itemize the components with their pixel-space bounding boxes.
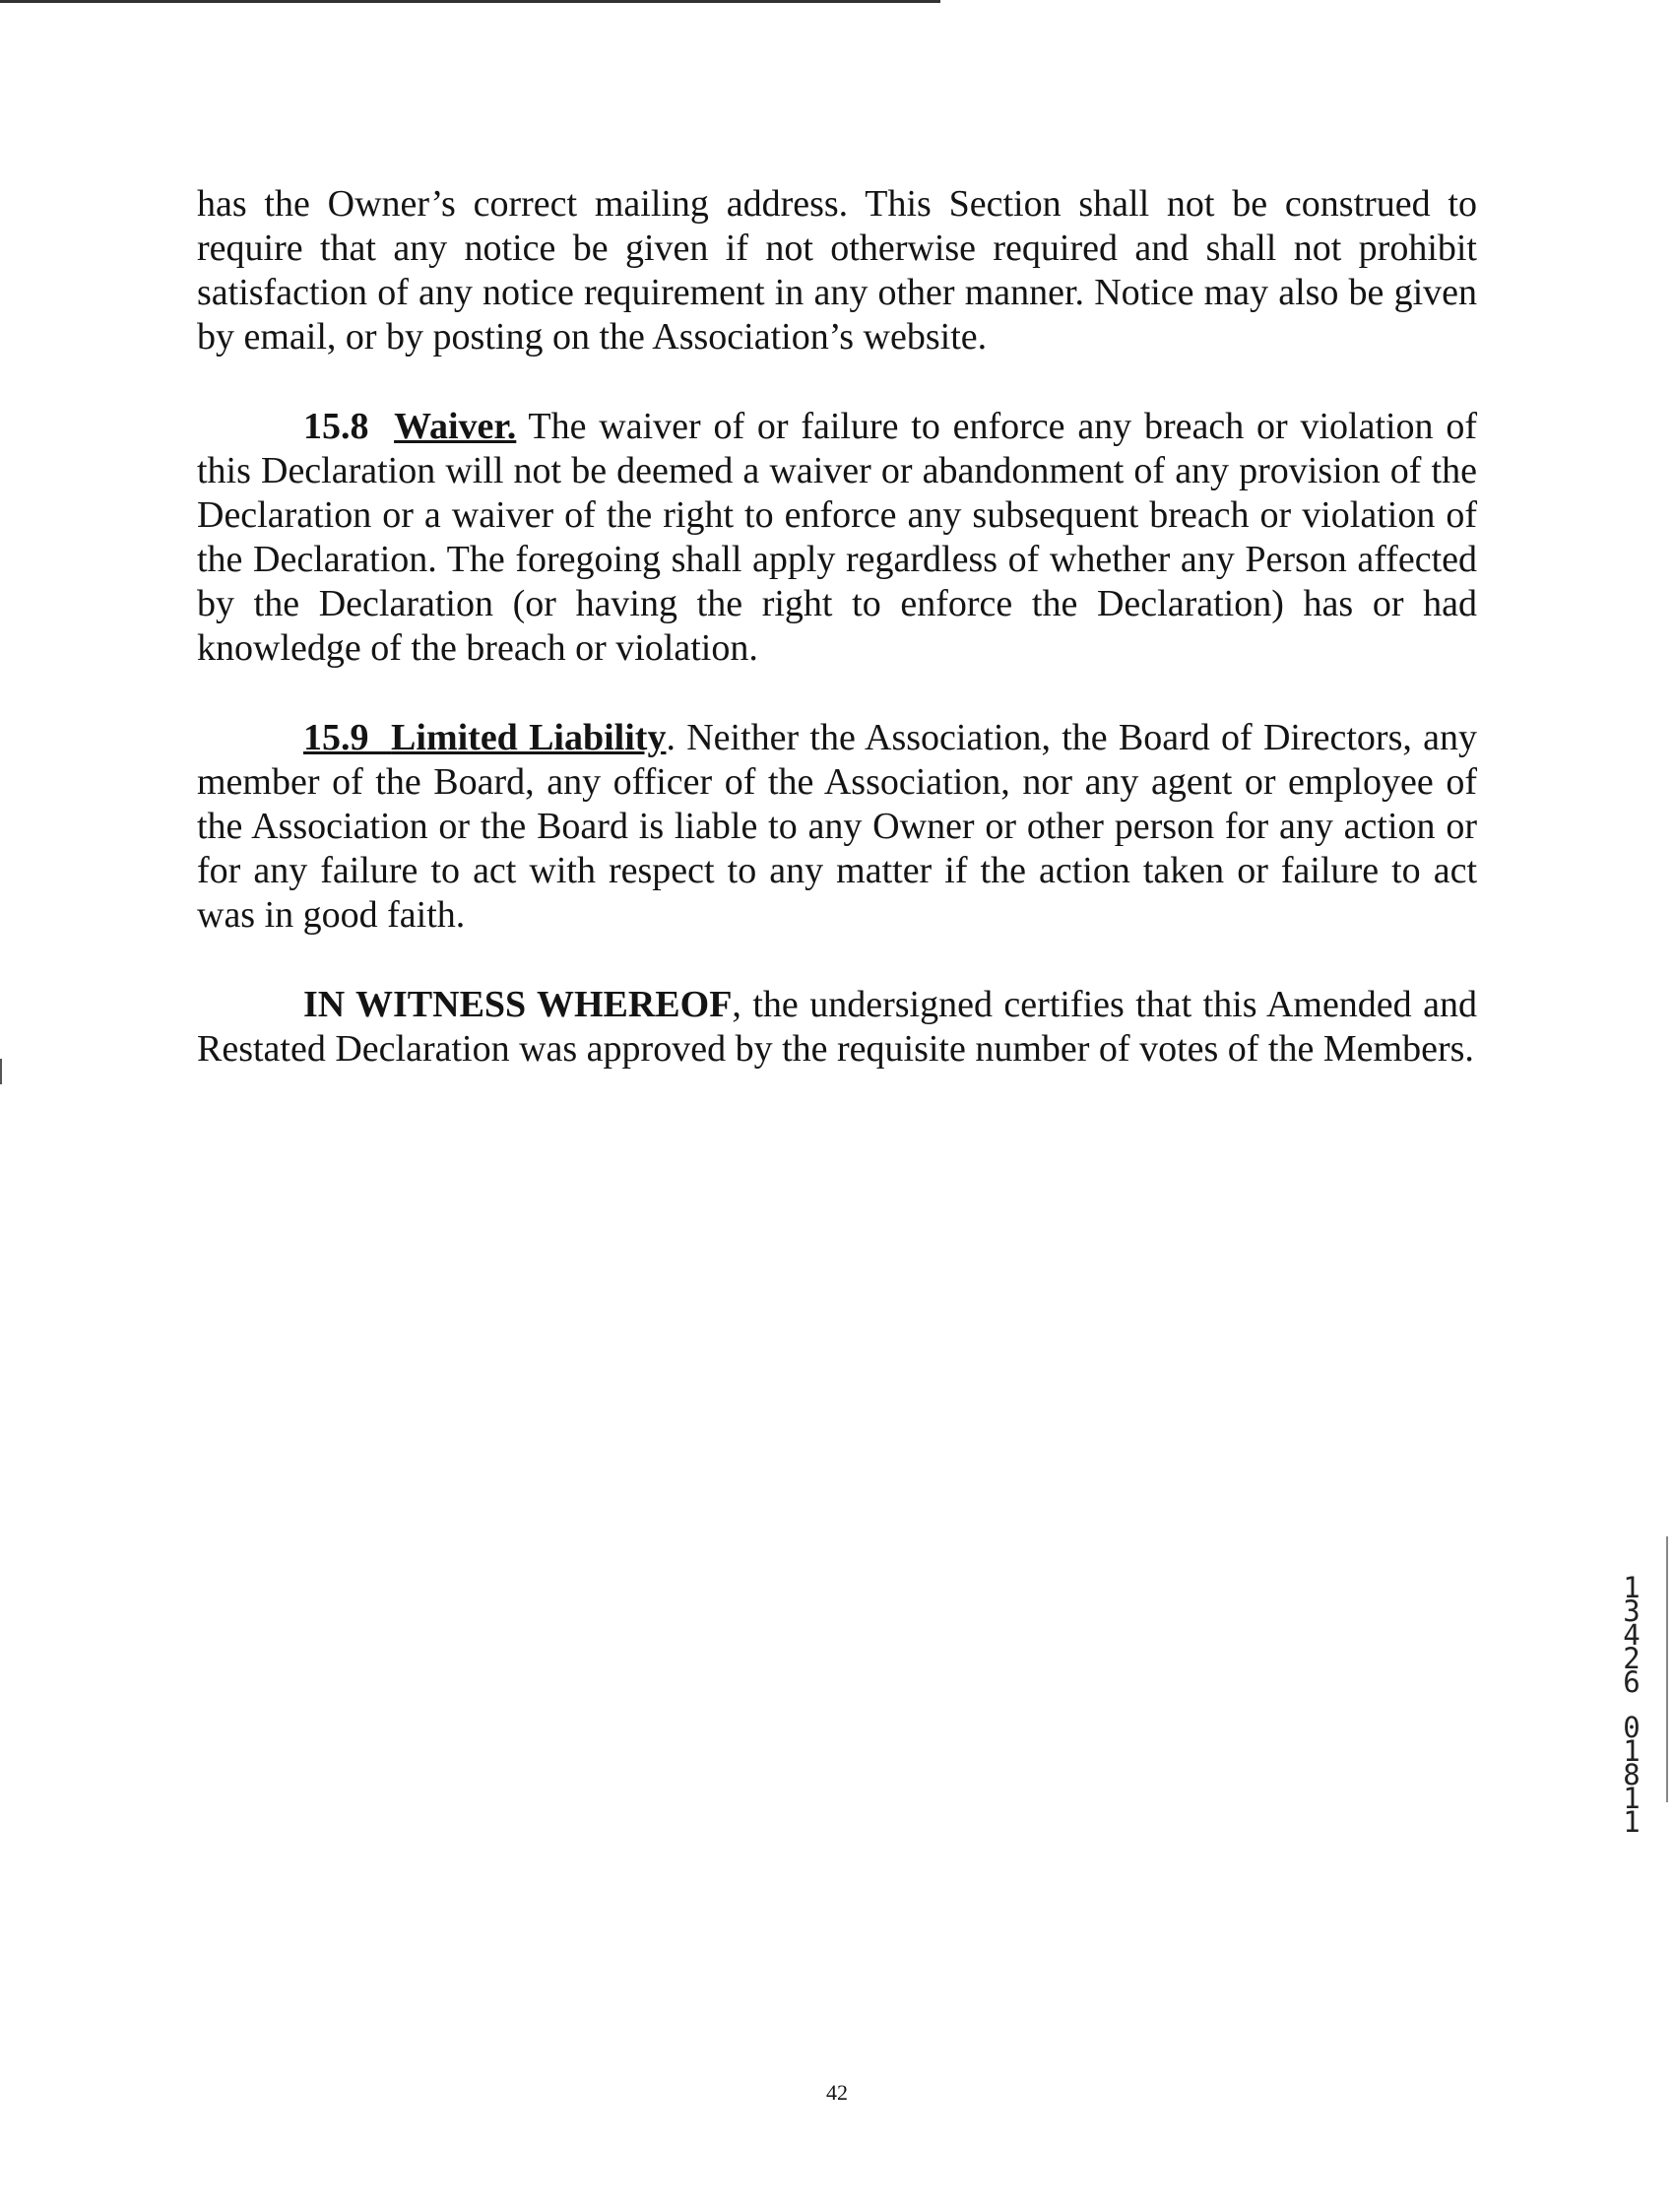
scan-edge-mark <box>1666 1536 1668 1802</box>
recording-stamp-line-2: 01811 <box>1623 1711 1641 1839</box>
section-15-9-title: Limited Liability <box>391 717 667 758</box>
section-15-9-heading <box>303 717 666 758</box>
page-number: 42 <box>826 2080 848 2105</box>
section-15-8-title: Waiver. <box>394 406 517 447</box>
section-15-9-number: 15.9 <box>303 717 369 758</box>
witness-paragraph <box>197 983 1477 1072</box>
witness-lead: IN WITNESS WHEREOF <box>303 984 733 1025</box>
recording-stamp-line-1: 13426 <box>1623 1571 1641 1699</box>
document-body <box>197 182 1477 1117</box>
section-15-8-number: 15.8 <box>303 406 369 447</box>
paragraph-notice-continuation: has the Owner’s correct mailing address. This Section shall not be construed to require that any notice be given if not otherwise required and shall not prohibit satisfaction of any notice requirement in any other manner. Notice may also be given by email, or by posting on the Association’s website. <box>197 183 1477 358</box>
section-15-8-paragraph <box>197 405 1477 671</box>
section-15-8-text: The waiver of or failure to enforce any breach or violation of this Declaration will not be deemed a waiver or abandonment of any provision of the Declaration or a waiver of the right to enforce any subsequent breach or violation of the Declaration. The foregoing shall apply regardless of whether any Person affected by the Declaration (or having the right to enforce the Declaration) has or had knowledge of the breach or violation. <box>197 406 1477 669</box>
recording-stamp <box>1615 1571 1648 1839</box>
section-15-9-paragraph <box>197 716 1477 938</box>
scan-edge-mark <box>0 1059 2 1084</box>
section-15-9-text: . Neither the Association, the Board of Directors, any member of the Board, any officer of the Association, nor any agent or employee of the Association or the Board is liable to any Owner or other person for any action or for any failure to act with respect to any matter if the action taken or failure to act was in good faith. <box>197 717 1477 936</box>
scan-top-border <box>0 0 940 3</box>
witness-text: , the undersigned certifies that this Amended and Restated Declaration was approved by the requisite number of votes of the Members. <box>197 984 1477 1070</box>
